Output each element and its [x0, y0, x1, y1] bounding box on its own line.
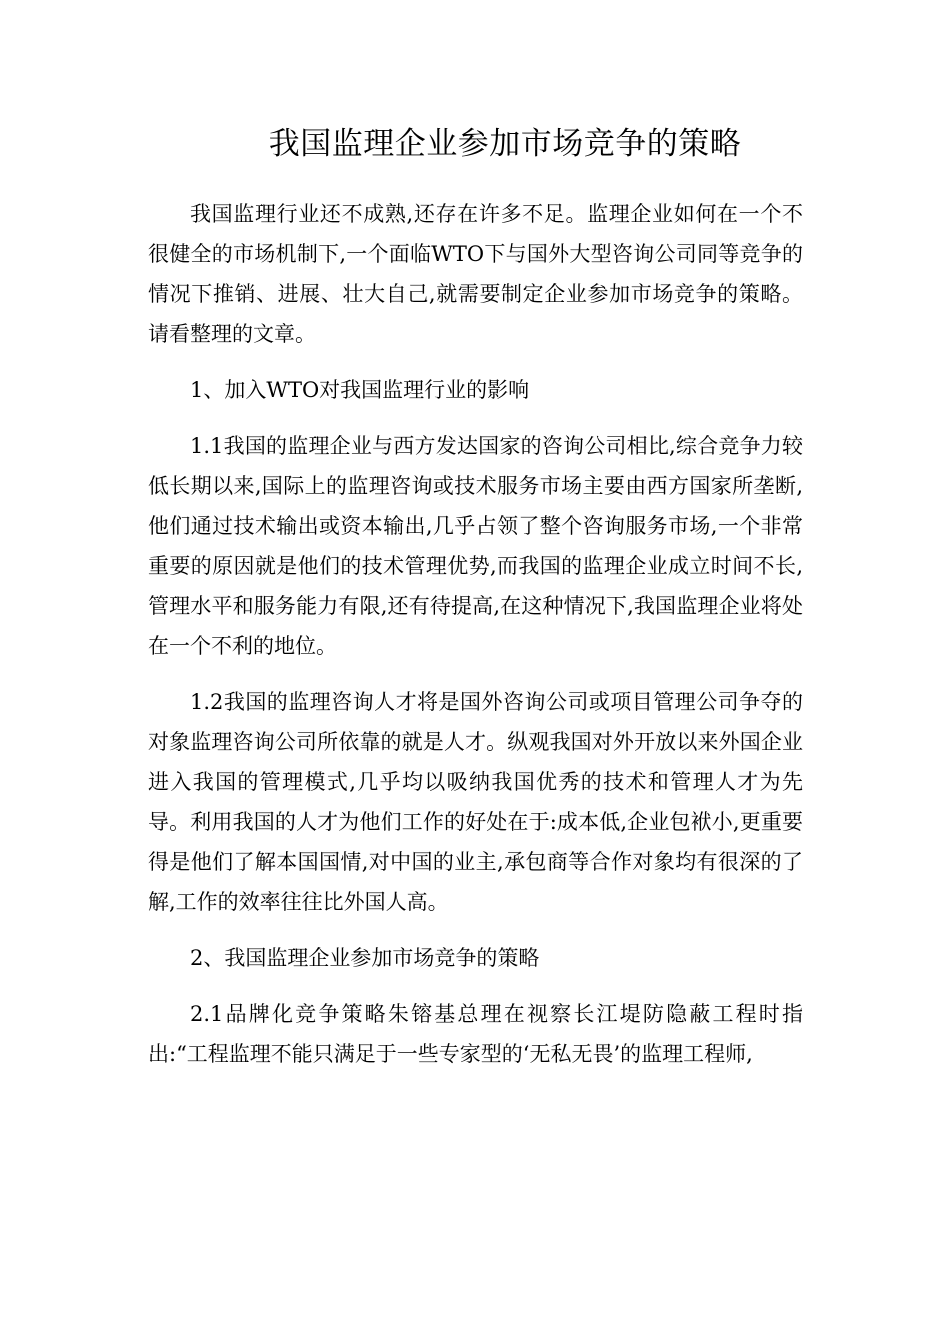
intro-paragraph: 我国监理行业还不成熟,还存在许多不足。监理企业如何在一个不很健全的市场机制下,一个面临WTO下与国外大型咨询公司同等竞争的情况下推销、进展、壮大自己,就需要制定企业参加市场竞争的策略。请看整理的文章。 [148, 202, 803, 346]
paragraph-1-2: 1.2我国的监理咨询人才将是国外咨询公司或项目管理公司争夺的对象监理咨询公司所依靠的就是人才。纵观我国对外开放以来外国企业进入我国的管理模式,几乎均以吸纳我国优秀的技术和管理人才为先导。利用我国的人才为他们工作的好处在于:成本低,企业包袱小,更重要得是他们了解本国国情,对中国的业主,承包商等合作对象均有很深的了解,工作的效率往往比外国人高。 [148, 690, 803, 914]
document-body [148, 194, 803, 1090]
section-heading-1: 1、加入WTO对我国监理行业的影响 [190, 378, 530, 402]
section-heading-2: 2、我国监理企业参加市场竞争的策略 [190, 946, 540, 970]
paragraph-1-1: 1.1我国的监理企业与西方发达国家的咨询公司相比,综合竞争力较低长期以来,国际上的监理咨询或技术服务市场主要由西方国家所垄断,他们通过技术输出或资本输出,几乎占领了整个咨询服务市场,一个非常重要的原因就是他们的技术管理优势,而我国的监理企业成立时间不长,管理水平和服务能力有限,还有待提高,在这种情况下,我国监理企业将处在一个不利的地位。 [148, 434, 803, 658]
document-title: 我国监理企业参加市场竞争的策略 [268, 126, 742, 162]
paragraph-2-1: 2.1品牌化竞争策略朱镕基总理在视察长江堤防隐蔽工程时指出:“工程监理不能只满足于一些专家型的‘无私无畏’的监理工程师, [148, 1002, 803, 1066]
